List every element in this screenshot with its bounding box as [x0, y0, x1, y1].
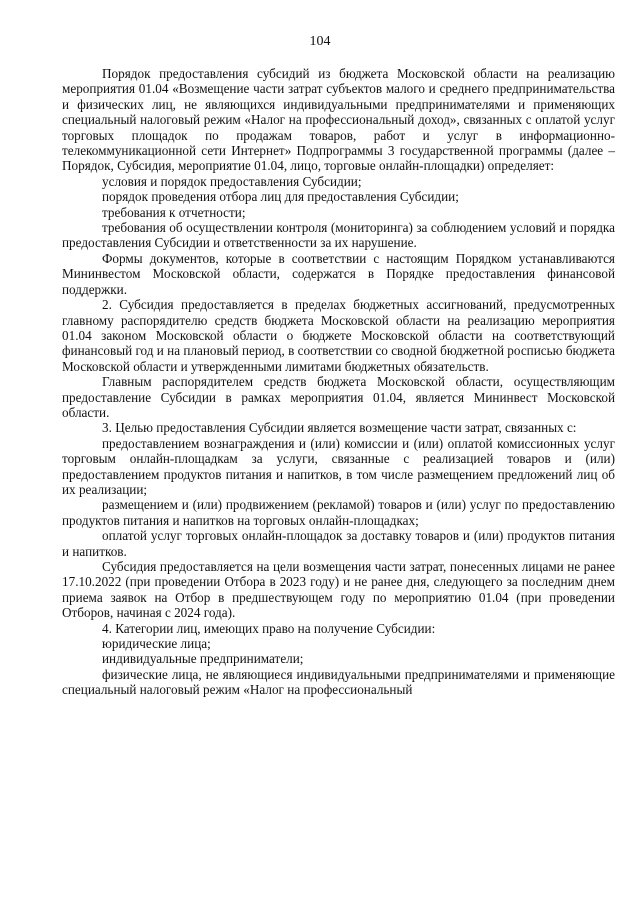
list-item-individuals: физические лица, не являющиеся индивидуальными предпринимателями и применяющие специальный налоговый режим «Налог на профессиональный — [62, 666, 615, 698]
paragraph-intro: Порядок предоставления субсидий из бюджета Московской области на реализацию мероприятия 01.04 «Возмещение части затрат субъектов малого и среднего предпринимательства и физических лиц, не являющихся индивидуальными предпринимателями и применяющих специальный налоговый режим «Налог на профессиональный доход», связанных с оплатой услуг торговых площадок по продажам товаров, работ и услуг в информационно-телекоммуникационной сети Интернет» Подпрограммы 3 государственной программы (далее – Порядок, Субсидия, мероприятие 01.04, лицо, торговые онлайн-площадки) определяет: — [62, 66, 615, 174]
page-number: 104 — [309, 34, 331, 49]
paragraph-section-3: 3. Целью предоставления Субсидии является возмещение части затрат, связанных с: — [102, 420, 577, 436]
paragraph-section-2: 2. Субсидия предоставляется в пределах бюджетных ассигнований, предусмотренных главному распорядителю средств бюджета Московской области на реализацию мероприятия 01.04 законом Московской области о бюджете Московской области на соответствующий финансовый год и на плановый период, в соответствии со сводной бюджетной росписью бюджета Московской области и утвержденными лимитами бюджетных обязательств. — [62, 297, 615, 374]
paragraph-forms: Формы документов, которые в соответствии с настоящим Порядком устанавливаются Мининвестом Московской области, содержатся в Порядке предоставления финансовой поддержки. — [62, 250, 615, 297]
paragraph-main-manager: Главным распорядителем средств бюджета Московской области, осуществляющим предоставление Субсидии в рамках мероприятия 01.04, является Мининвест Московской области. — [62, 374, 615, 420]
list-item-promotion: размещением и (или) продвижением (рекламой) товаров и (или) услуг по предоставлению продуктов питания и напитков на торговых онлайн-площадках; — [62, 497, 615, 528]
list-item-control: требования об осуществлении контроля (мониторинга) за соблюдением условий и порядка предоставления Субсидии и ответственности за их нарушение. — [62, 220, 615, 251]
paragraph-section-4: 4. Категории лиц, имеющих право на получение Субсидии: — [102, 620, 436, 636]
paragraph-costs-period: Субсидия предоставляется на цели возмещения части затрат, понесенных лицами не ранее 17.10.2022 (при проведении Отбора в 2023 году) и не ранее дня, следующего за последним днем приема заявок на Отбор в предшествующем году по мероприятию 01.04 (при проведении Отборов, начиная с 2024 года). — [62, 559, 615, 621]
document-body — [62, 66, 615, 698]
list-item-reporting: требования к отчетности; — [102, 204, 246, 220]
list-item-conditions: условия и порядок предоставления Субсидии; — [102, 173, 362, 189]
list-item-selection: порядок проведения отбора лиц для предоставления Субсидии; — [102, 189, 459, 205]
list-item-entrepreneurs: индивидуальные предприниматели; — [102, 651, 304, 667]
list-item-commission: предоставлением вознаграждения и (или) комиссии и (или) оплатой комиссионных услуг торговым онлайн-площадкам за услуги, связанные с реализацией товаров и (или) предоставлением продуктов питания и напитков, в том числе размещением предложений лиц об их реализации; — [62, 435, 615, 497]
list-item-legal-entities: юридические лица; — [102, 636, 211, 652]
list-item-delivery: оплатой услуг торговых онлайн-площадок за доставку товаров и (или) продуктов питания и напитков. — [62, 528, 615, 559]
